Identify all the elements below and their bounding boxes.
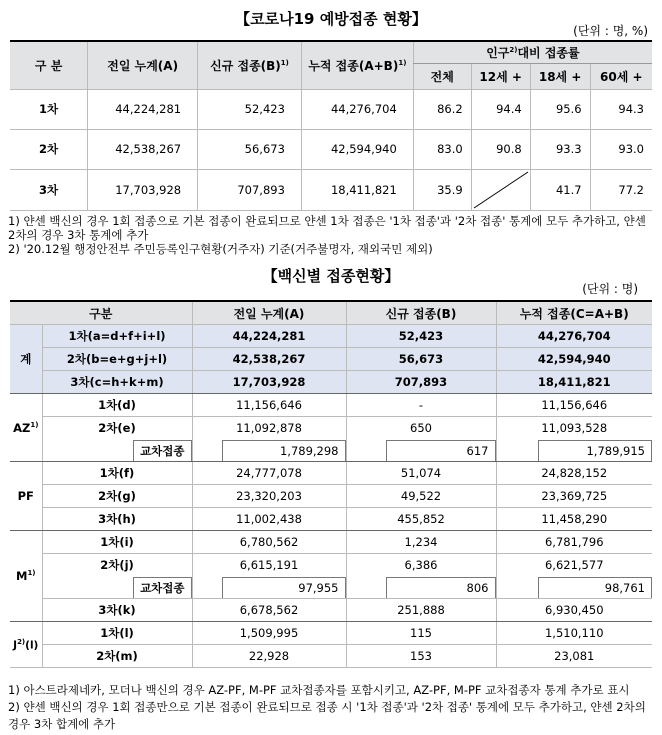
table-row: 1차 44,224,281 52,423 44,276,704 86.2 94.4 95.6 94.3 (10, 89, 652, 129)
header-age60: 60세 + (590, 63, 652, 89)
table-row: AZ$^{1)}$ 1차(d) 11,156,646 - 11,156,646 (10, 394, 652, 417)
cross-vaccination-label: 교차접종 (133, 440, 191, 461)
vaccine-type-table (10, 300, 652, 668)
header-prev: 전일 누계(A) (192, 301, 346, 325)
header-cum: 누적 접종(C=A+B) (496, 301, 652, 325)
footnote: 1) 아스트라제네카, 모더나 백신의 경우 AZ-PF, M-PF 교차접종자를 포함시키고, AZ-PF, M-PF 교차접종자 통계 추가로 표시 (8, 683, 630, 697)
table1-title: 【코로나19 예방접종 현황】 (235, 10, 427, 28)
table-row: 3차(c=h+k+m) 17,703,928 707,893 18,411,821 (10, 371, 652, 394)
table-row: 3차 17,703,928 707,893 18,411,821 35.9 41.7 77.2 (10, 169, 652, 210)
header-new: 신규 접종(B) (346, 301, 496, 325)
table1-unit: (단위 : 명, %) (573, 24, 648, 38)
table2-unit: (단위 : 명) (582, 282, 638, 296)
header-category: 구 분 (10, 41, 88, 89)
header-age12: 12세 + (471, 63, 530, 89)
footnote: 1) 얀센 백신의 경우 1회 접종으로 기본 접종이 완료되므로 얀센 1차 접종은 '1차 접종'과 '2차 접종' 통계에 모두 추가하고, 얀센 2차의 경우 3차 통계에 추가 (8, 214, 646, 242)
group-j: $J^{2)}(l)$ (10, 622, 42, 668)
table-row: 2차(e) 11,092,878 650 11,093,528 (10, 417, 652, 440)
table2-title: 【백신별 접종현황】 (262, 267, 400, 285)
table1-footnotes (8, 214, 656, 256)
table-row: 3차(k) 6,678,562 251,888 6,930,450 (10, 599, 652, 622)
table-row: $J^{2)}(l)$ 1차(l) 1,509,995 115 1,510,110 (10, 622, 652, 645)
header-category: 구분 (10, 301, 192, 325)
cross-vaccination-label: 교차접종 (133, 577, 191, 598)
table-row: 교차접종 97,955 806 98,761 (10, 576, 652, 599)
group-m: $M^{1)}$ (10, 531, 42, 622)
header-age18: 18세 + (530, 63, 590, 89)
vaccination-status-table (10, 40, 652, 211)
group-az: AZ$^{1)}$ (10, 394, 42, 462)
header-all: 전체 (413, 63, 471, 89)
group-total: 계 (10, 325, 42, 394)
table-row: 2차(g) 23,320,203 49,522 23,369,725 (10, 485, 652, 508)
footnote: 2) '20.12월 행정안전부 주민등록인구현황(거주자) 기준(거주불명자, 재외국민 제외) (8, 242, 433, 256)
table-row: 계 1차(a=d+f+i+l) 44,224,281 52,423 44,276,704 (10, 325, 652, 348)
table-row: 2차(m) 22,928 153 23,081 (10, 645, 652, 668)
group-pf: PF (10, 462, 42, 531)
table-row: 2차 42,538,267 56,673 42,594,940 83.0 90.8 93.3 93.0 (10, 129, 652, 169)
table2-footnotes (8, 682, 656, 733)
table-row: PF 1차(f) 24,777,078 51,074 24,828,152 (10, 462, 652, 485)
table-row: $M^{1)}$ 1차(i) 6,780,562 1,234 6,781,796 (10, 531, 652, 554)
table-row: 2차(b=e+g+j+l) 42,538,267 56,673 42,594,940 (10, 348, 652, 371)
table-row: 2차(j) 6,615,191 6,386 6,621,577 (10, 554, 652, 577)
header-prev-total: 전일 누계(A) (88, 41, 198, 89)
diagonal-cell (471, 169, 530, 210)
header-new: 신규 접종$(B)^{1)}$ (198, 41, 302, 89)
header-cumulative: 누적 접종$(A+B)^{1)}$ (301, 41, 413, 89)
diagonal-line (472, 170, 530, 210)
table-row: 3차(h) 11,002,438 455,852 11,458,290 (10, 508, 652, 531)
footnote: 2) 얀센 백신의 경우 1회 접종만으로 기본 접종이 완료되므로 접종 시 '1차 접종'과 '2차 접종' 통계에 모두 추가하고, 얀센 2차의 경우 3차 합계에 추가 (8, 700, 646, 731)
header-rate-group: 인구$^{2)}$대비 접종률 (413, 41, 652, 63)
table-row: 교차접종 1,789,298 617 1,789,915 (10, 439, 652, 462)
